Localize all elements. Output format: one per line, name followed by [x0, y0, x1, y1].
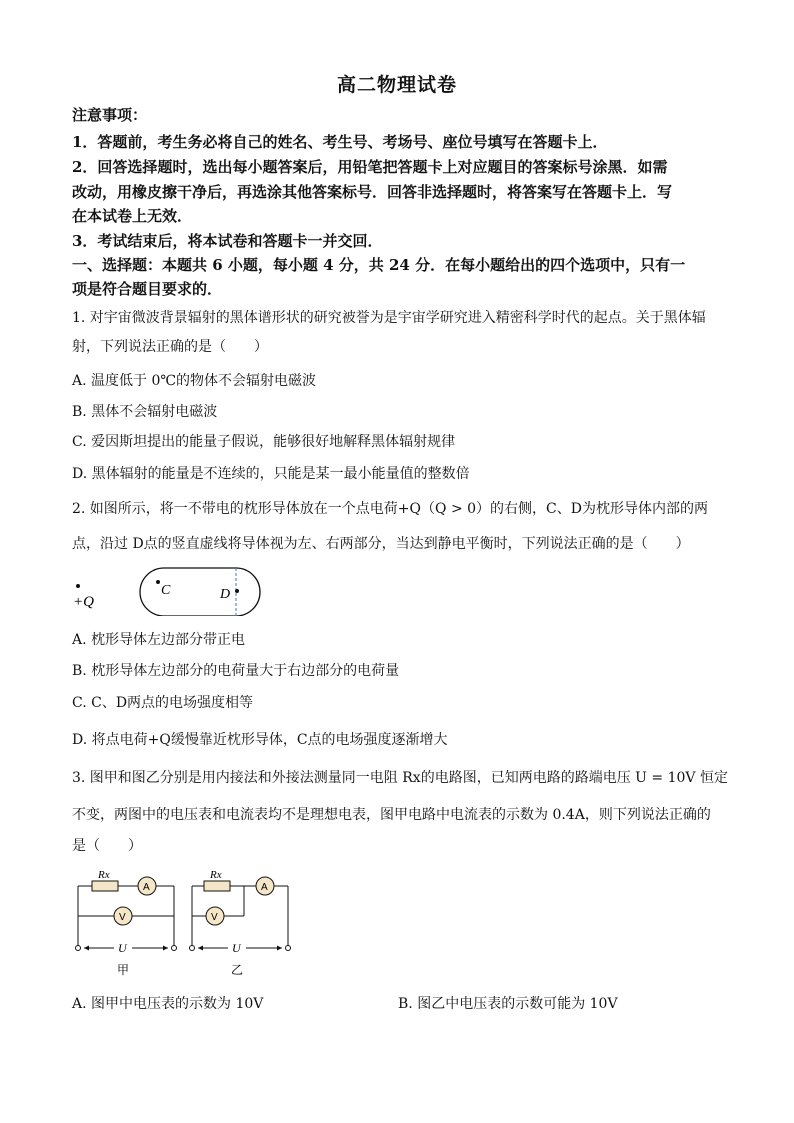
q2-stem-line1: 2. 如图所示，将一不带电的枕形导体放在一个点电荷+Q（Q > 0）的右侧，C、D为枕形导体内部的两: [72, 501, 708, 517]
section-heading-line2: 项是符合题目要求的．: [72, 280, 223, 298]
q3-option-b: B. 图乙中电压表的示数可能为 10V: [398, 996, 618, 1012]
notice-item-2-cont: 改动，用橡皮擦干净后，再选涂其他答案标号．回答非选择题时，将答案写在答题卡上．写: [72, 183, 673, 201]
point-d-label: D: [220, 587, 231, 602]
notice-item-1: 1．答题前，考生务必将自己的姓名、考生号、考场号、座位号填写在答题卡上．: [72, 133, 608, 151]
q1-option-c: C. 爱因斯坦提出的能量子假说，能够很好地解释黑体辐射规律: [72, 434, 456, 450]
q1-option-d: D. 黑体辐射的能量是不连续的，只能是某一最小能量值的整数倍: [72, 466, 470, 482]
ammeter-icon-jia: A: [143, 882, 150, 893]
notice-item-3: 3．考试结束后，将本试卷和答题卡一并交回．: [72, 232, 383, 250]
q3-stem-line1: 3. 图甲和图乙分别是用内接法和外接法测量同一电阻 Rx的电路图，已知两电路的路端电压 U = 10V 恒定: [72, 770, 728, 786]
voltmeter-icon-yi: V: [211, 912, 218, 923]
q2-option-b: B. 枕形导体左边部分的电荷量大于右边部分的电荷量: [72, 663, 400, 679]
q3-stem-line2: 不变，两图中的电压表和电流表均不是理想电表，图甲电路中电流表的示数为 0.4A，则下列说法正确的: [72, 807, 711, 823]
resistor-label-yi: Rx: [210, 869, 222, 881]
resistor-label-jia: Rx: [98, 869, 110, 881]
notice-item-2: 2．回答选择题时，选出每小题答案后，用铅笔把答题卡上对应题目的答案标号涂黑．如需: [72, 158, 668, 176]
circuit-jia: [70, 866, 182, 978]
q1-stem-line1: 1. 对宇宙微波背景辐射的黑体谱形状的研究被誉为是宇宙学研究进入精密科学时代的起点。关于黑体辐: [72, 310, 706, 326]
page-title: 高二物理试卷: [336, 74, 457, 96]
q3-stem-line3: 是（ ）: [72, 838, 142, 854]
q2-option-c: C. C、D两点的电场强度相等: [72, 695, 254, 711]
point-c-label: C: [161, 583, 171, 598]
q2-stem-line2: 点，沿过 D点的竖直虚线将导体视为左、右两部分，当达到静电平衡时，下列说法正确的是（ ）: [72, 536, 690, 552]
q1-stem-line2: 射，下列说法正确的是（ ）: [72, 339, 268, 355]
pillow-conductor-figure: [70, 564, 270, 616]
notice-heading: 注意事项：: [72, 106, 148, 124]
section-heading-line1: 一、选择题：本题共 6 小题，每小题 4 分，共 24 分．在每小题给出的四个选项中，只有一: [72, 256, 686, 274]
voltage-label-jia: U: [118, 941, 127, 955]
voltage-label-yi: U: [232, 941, 241, 955]
q2-option-a: A. 枕形导体左边部分带正电: [72, 632, 246, 648]
voltmeter-icon-jia: V: [119, 912, 126, 923]
pillow-conductor: [140, 568, 260, 616]
ammeter-icon-yi: A: [261, 882, 268, 893]
caption-jia: 甲: [117, 963, 130, 977]
q1-option-a: A. 温度低于 0℃的物体不会辐射电磁波: [72, 373, 317, 389]
q3-option-a: A. 图甲中电压表的示数为 10V: [72, 996, 264, 1012]
caption-yi: 乙: [231, 963, 244, 977]
circuit-yi: [184, 866, 296, 978]
q2-option-d: D. 将点电荷+Q缓慢靠近枕形导体，C点的电场强度逐渐增大: [72, 732, 448, 748]
charge-label: +Q: [73, 594, 94, 610]
q1-option-b: B. 黑体不会辐射电磁波: [72, 404, 218, 420]
notice-item-2-end: 在本试卷上无效．: [72, 207, 193, 225]
